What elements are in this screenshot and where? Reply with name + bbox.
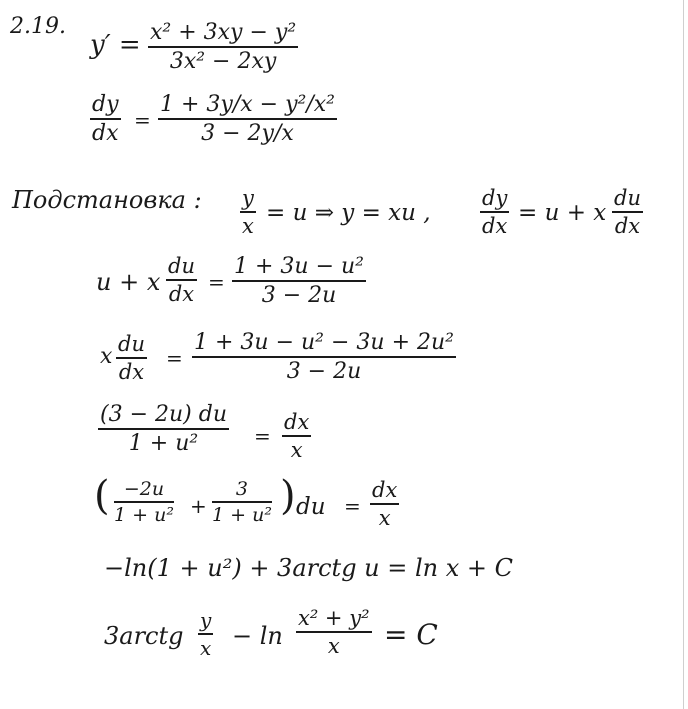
step7-b-denominator: 1 + u² — [212, 503, 272, 526]
step7-b-numerator: 3 — [235, 478, 249, 500]
step3-middle2: = u + x — [518, 200, 607, 226]
step2-numerator: 1 + 3y/x − y²/x² — [160, 92, 335, 117]
step6-denominator: 1 + u² — [128, 430, 199, 456]
step3-f3-denominator: dx — [614, 213, 641, 238]
step6-rhs-denominator: x — [290, 437, 303, 462]
step5-denominator: 3 − 2u — [286, 358, 362, 384]
step5-lhs: x — [100, 344, 113, 369]
step2-equals: = — [134, 108, 151, 132]
step9-b-numerator: x² + y² — [298, 606, 370, 630]
step3-f3-numerator: du — [614, 186, 641, 210]
step6-fraction — [98, 402, 229, 456]
step1-lhs: y′ = — [90, 30, 141, 60]
step7-a-denominator: 1 + u² — [114, 503, 174, 526]
step6-numerator: (3 − 2u) du — [100, 402, 227, 427]
step7-rhs-denominator: x — [378, 505, 391, 530]
problem-number: 2.19. — [10, 14, 66, 39]
step7-a-numerator: −2u — [123, 478, 165, 500]
step6-equals: = — [254, 424, 271, 448]
step9-tail: = C — [384, 618, 438, 651]
step9-a-numerator: y — [200, 608, 212, 632]
substitution-label: Подстановка : — [12, 186, 202, 214]
step9-fraction-b — [296, 606, 372, 658]
step4-numerator: 1 + 3u − u² — [234, 254, 364, 279]
step9-middle: − ln — [232, 622, 283, 650]
step4-lhs: u + x — [96, 268, 161, 296]
step1-numerator: x² + 3xy − y² — [150, 20, 297, 45]
step6-rhs-numerator: dx — [284, 410, 310, 434]
step2-lhs-denominator: dx — [92, 120, 119, 146]
step4-d-denominator: dx — [168, 281, 195, 306]
step3-f2-numerator: dy — [482, 186, 508, 210]
step3-f1-denominator: x — [242, 213, 254, 238]
step8-equation: −ln(1 + u²) + 3arctg u = ln x + C — [104, 554, 514, 582]
step7-rhs-fraction — [370, 478, 399, 530]
step5-fraction — [192, 330, 456, 384]
step2-fraction — [158, 92, 337, 146]
step3-du-dx — [612, 186, 643, 238]
step7-fraction-a — [114, 478, 174, 526]
step4-du-dx — [166, 254, 197, 306]
step1-denominator: 3x² − 2xy — [169, 48, 277, 74]
step5-equals: = — [166, 346, 183, 370]
step7-plus: + — [190, 494, 207, 518]
step5-du-dx — [116, 332, 147, 384]
step6-rhs-fraction — [282, 410, 311, 462]
step7-rhs-numerator: dx — [372, 478, 398, 502]
step4-d-numerator: du — [168, 254, 195, 278]
step3-middle: = u ⇒ y = xu , — [266, 200, 431, 226]
step9-fraction-a — [198, 608, 213, 660]
step4-denominator: 3 − 2u — [261, 282, 337, 308]
step9-b-denominator: x — [327, 633, 340, 658]
step4-equals: = — [208, 270, 225, 294]
step7-fraction-b — [212, 478, 272, 526]
step7-equals: = — [344, 494, 361, 518]
step7-du: du — [296, 494, 326, 520]
step9-prefix: 3arctg — [104, 622, 184, 650]
step9-a-denominator: x — [200, 635, 212, 660]
step2-lhs-numerator: dy — [92, 92, 119, 117]
step3-f1-numerator: y — [242, 186, 254, 210]
step3-y-over-x — [240, 186, 256, 238]
step2-lhs-fraction — [90, 92, 121, 146]
step3-f2-denominator: dx — [482, 213, 508, 238]
step2-denominator: 3 − 2y/x — [201, 120, 294, 146]
step4-fraction — [232, 254, 366, 308]
left-paren: ( — [94, 473, 110, 519]
step5-d-numerator: du — [118, 332, 145, 356]
step1-fraction — [148, 20, 298, 74]
page-edge — [683, 0, 684, 709]
step5-numerator: 1 + 3u − u² − 3u + 2u² — [194, 330, 454, 355]
step5-d-denominator: dx — [118, 359, 145, 384]
right-paren: ) — [280, 473, 296, 519]
step3-dy-dx — [480, 186, 509, 238]
